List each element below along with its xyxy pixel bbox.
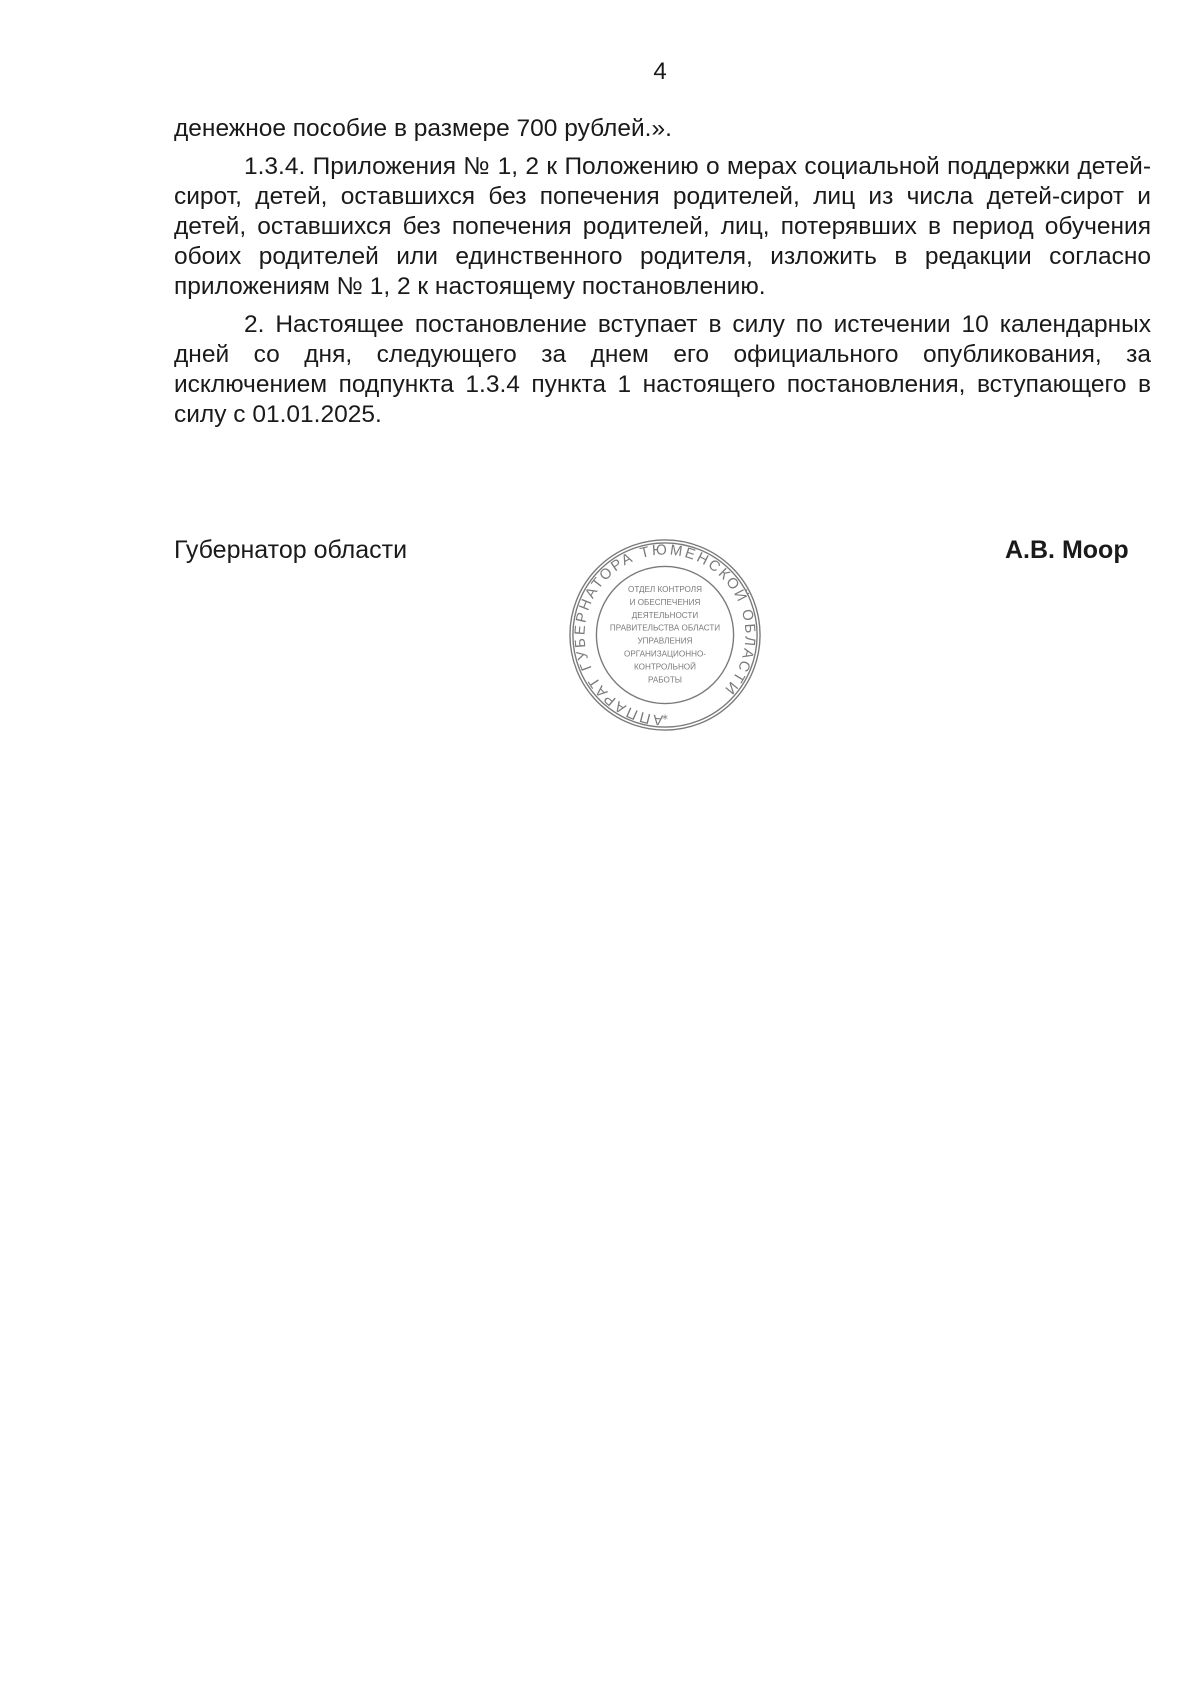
seal-stamp-graphic (567, 537, 763, 733)
paragraph-2: 2. Настоящее постановление вступает в силу по истечении 10 календарных дней со дня, следующего за днем его официального опубликования, за исключением подпункта 1.3.4 пункта 1 настоящего постановления, вступающего в силу с 01.01.2025. (174, 311, 1151, 428)
seal-outer-ring (570, 540, 760, 730)
seal-inner-text (610, 585, 720, 685)
seal-inner-line: И ОБЕСПЕЧЕНИЯ (629, 597, 701, 607)
paragraph-1-3-4: 1.3.4. Приложения № 1, 2 к Положению о мерах социальной поддержки детей-сирот, детей, оставшихся без попечения родителей, лиц из числа детей-сирот и детей, оставшихся без попечения родителей, лиц, потерявших в период обучения обоих родителей или единственного родителя, изложить в редакции согласно приложениям № 1, 2 к настоящему постановлению. (174, 153, 1151, 300)
seal-inner-line: ОТДЕЛ КОНТРОЛЯ (628, 584, 702, 594)
seal-star: * (662, 712, 668, 727)
signatory-position: Губернатор области (174, 536, 408, 564)
document-body (174, 114, 1151, 430)
signatory-name: А.В. Моор (1005, 536, 1129, 564)
seal-inner-line: РАБОТЫ (647, 675, 683, 685)
official-seal (567, 537, 763, 733)
seal-inner-line: КОНТРОЛЬНОЙ (634, 662, 696, 672)
paragraph-continuation: денежное пособие в размере 700 рублей.». (174, 115, 672, 142)
page-number: 4 (653, 58, 667, 85)
seal-inner-line: ОРГАНИЗАЦИОННО- (624, 649, 706, 659)
seal-inner-line: УПРАВЛЕНИЯ (637, 636, 693, 646)
seal-outer-text: АППАРАТ ГУБЕРНАТОРА ТЮМЕНСКОЙ ОБЛАСТИ (572, 542, 758, 728)
seal-inner-line: ДЕЯТЕЛЬНОСТИ (631, 610, 699, 620)
seal-inner-line: ПРАВИТЕЛЬСТВА ОБЛАСТИ (609, 623, 721, 633)
